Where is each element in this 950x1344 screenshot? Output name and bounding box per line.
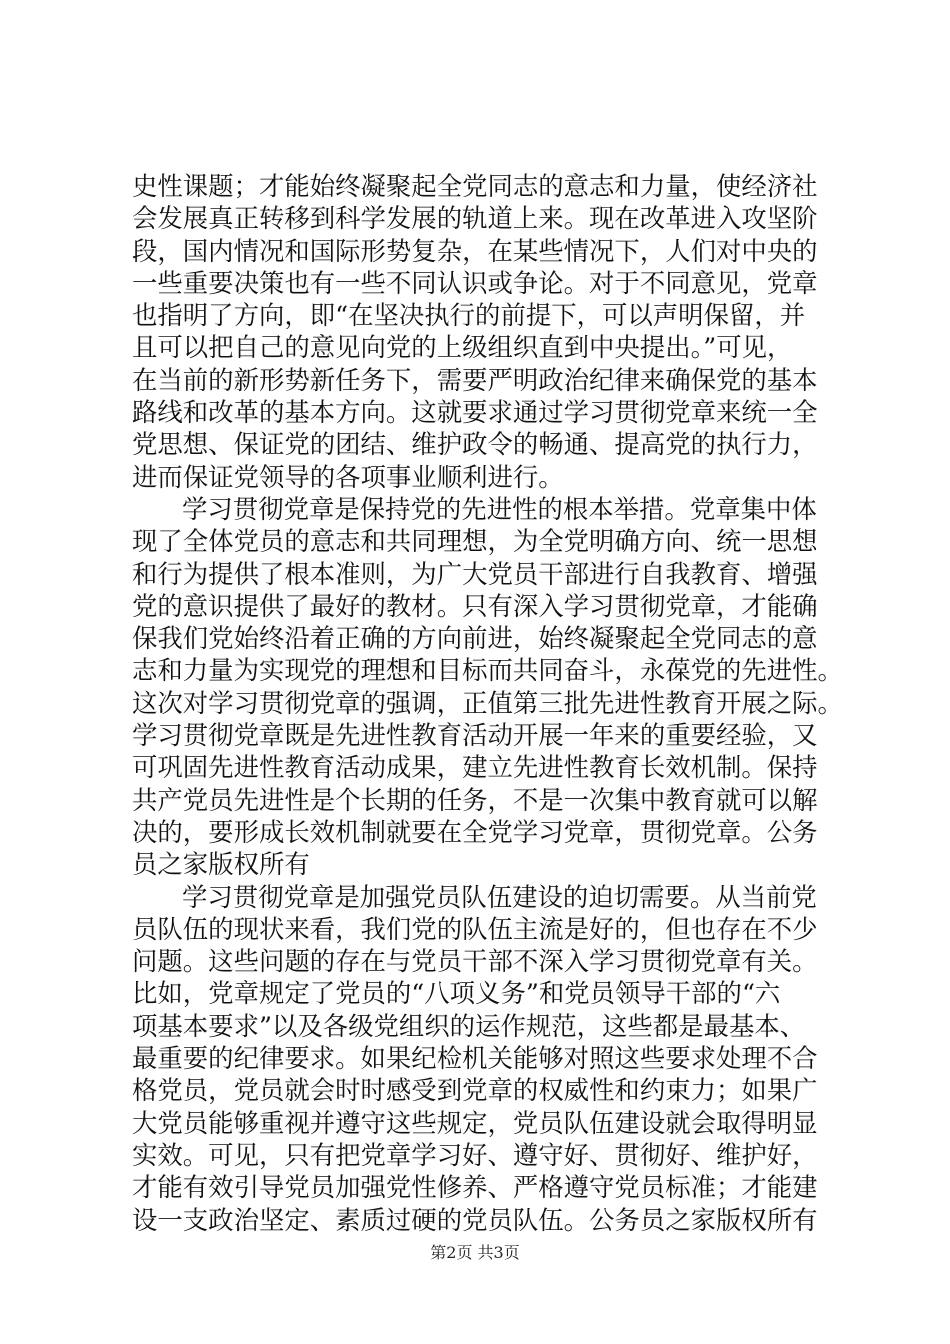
paragraph-line: 实效。可见，只有把党章学习好、遵守好、贯彻好、维护好， <box>132 1139 818 1170</box>
paragraph-line: 才能有效引导党员加强党性修养、严格遵守党员标准；才能建 <box>132 1172 818 1203</box>
paragraph-line: 史性课题；才能始终凝聚起全党同志的意志和力量，使经济社 <box>132 171 818 201</box>
page-number-footer: 第2页 共3页 <box>430 1243 520 1262</box>
paragraph-line: 学习贯彻党章是加强党员队伍建设的迫切需要。从当前党 <box>182 881 817 912</box>
paragraph-line: 员队伍的现状来看，我们党的队伍主流是好的，但也存在不少 <box>132 913 818 944</box>
paragraph-line: 一些重要决策也有一些不同认识或争论。对于不同意见，党章 <box>132 267 818 298</box>
paragraph-line: 路线和改革的基本方向。这就要求通过学习贯彻党章来统一全 <box>132 397 818 428</box>
paragraph-line: 志和力量为实现党的理想和目标而共同奋斗，永葆党的先进性。 <box>132 655 843 686</box>
paragraph-line: 和行为提供了根本准则，为广大党员干部进行自我教育、增强 <box>132 558 818 589</box>
paragraph-line: 员之家版权所有 <box>132 849 310 880</box>
paragraph-line: 问题。这些问题的存在与党员干部不深入学习贯彻党章有关。 <box>132 946 818 977</box>
paragraph-line: 会发展真正转移到科学发展的轨道上来。现在改革进入攻坚阶 <box>132 203 818 234</box>
paragraph <box>132 493 852 881</box>
paragraph-line: 保我们党始终沿着正确的方向前进，始终凝聚起全党同志的意 <box>132 623 818 654</box>
paragraph-line: 现了全体党员的意志和共同理想，为全党明确方向、统一思想 <box>132 526 818 557</box>
paragraph-line: 可巩固先进性教育活动成果，建立先进性教育长效机制。保持 <box>132 752 818 783</box>
paragraph-line: 学习贯彻党章是保持党的先进性的根本举措。党章集中体 <box>182 493 817 524</box>
paragraph-line: 也指明了方向，即“在坚决执行的前提下，可以声明保留，并 <box>132 300 806 331</box>
paragraph-line: 在当前的新形势新任务下，需要严明政治纪律来确保党的基本 <box>132 364 818 395</box>
paragraph-line: 党思想、保证党的团结、维护政令的畅通、提高党的执行力， <box>132 429 818 460</box>
paragraph-line: 段，国内情况和国际形势复杂，在某些情况下，人们对中央的 <box>132 235 818 266</box>
paragraph <box>132 881 852 1236</box>
paragraph-line: 决的，要形成长效机制就要在全党学习党章，贯彻党章。公务 <box>132 816 818 847</box>
paragraph-line: 进而保证党领导的各项事业顺利进行。 <box>132 461 564 492</box>
paragraph-line: 共产党员先进性是个长期的任务，不是一次集中教育就可以解 <box>132 784 818 815</box>
paragraph-line: 学习贯彻党章既是先进性教育活动开展一年来的重要经验，又 <box>132 720 818 751</box>
paragraph-line: 党的意识提供了最好的教材。只有深入学习贯彻党章，才能确 <box>132 590 818 621</box>
paragraph-line: 比如，党章规定了党员的“八项义务”和党员领导干部的“六 <box>132 978 781 1009</box>
paragraph-line: 大党员能够重视并遵守这些规定，党员队伍建设就会取得明显 <box>132 1107 818 1138</box>
paragraph-line: 最重要的纪律要求。如果纪检机关能够对照这些要求处理不合 <box>132 1043 818 1074</box>
paragraph-line: 项基本要求”以及各级党组织的运作规范，这些都是最基本、 <box>132 1010 806 1041</box>
paragraph-line: 格党员，党员就会时时感受到党章的权威性和约束力；如果广 <box>132 1075 818 1106</box>
paragraph-line: 设一支政治坚定、素质过硬的党员队伍。公务员之家版权所有 <box>132 1204 818 1235</box>
document-body <box>132 170 852 1236</box>
paragraph-line: 且可以把自己的意见向党的上级组织直到中央提出。”可见， <box>132 332 793 363</box>
paragraph-line: 这次对学习贯彻党章的强调，正值第三批先进性教育开展之际。 <box>132 687 843 718</box>
paragraph <box>132 170 852 493</box>
